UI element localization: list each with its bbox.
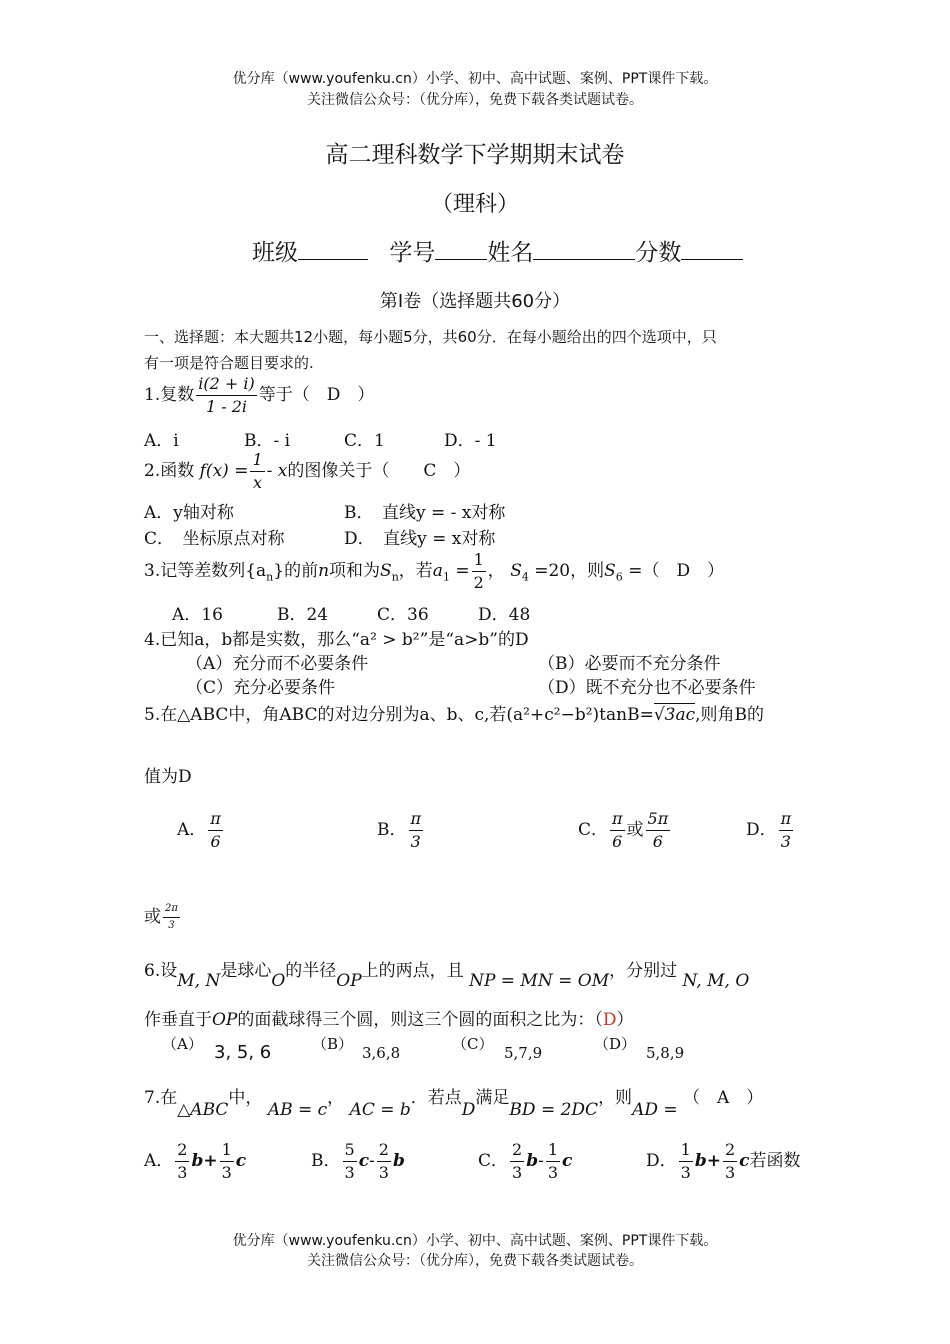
q2-option-c: C． 坐标原点对称 (144, 529, 285, 549)
number-label: 学号 (389, 240, 436, 266)
q3-option-d: D．48 (478, 605, 531, 625)
number-blank[interactable] (435, 236, 487, 260)
q3-option-a: A．16 (172, 605, 223, 625)
question-4: 4.已知a，b都是实数，那么“a² > b²”是“a>b”的D (144, 630, 529, 650)
q6-option-b-label: （B） (312, 1035, 354, 1053)
question-2 (144, 452, 470, 491)
question-3: 3.记等差数列$\{a_n\}$的前n项和为$S_n$，若$a_1$ = $\frac{1}{2}$ ， $S_4 =20$，则$S_6$ =（ D ） (144, 550, 725, 592)
score-label: 分数 (635, 240, 682, 266)
q6-line-2: 作垂直于OP的面截球得三个圆，则这三个圆的面积之比为：（D） (144, 1010, 634, 1030)
student-info-line (252, 234, 743, 267)
q6-option-a-value: 3, 5, 6 (214, 1042, 272, 1063)
q6-option-b-value: 3,6,8 (362, 1044, 401, 1062)
q5-option-b: B． $\frac{\pi}{3}$ (377, 809, 422, 851)
q6-option-d-label: （D） (594, 1035, 637, 1053)
footer-line-1: 优分库（www.youfenku.cn）小学、初中、高中试题、案例、PPT课件下载。 (232, 1233, 718, 1249)
q5-option-d-continued: 或 $\frac{2\pi}{3}$ (144, 903, 178, 931)
q6-answer: D (602, 1010, 617, 1030)
q1-fraction: $\frac{i(2 + i)}{1 - 2i}$ (198, 374, 255, 416)
q2-function: f(x) = (199, 461, 249, 481)
q1-prefix: 1.复数 (144, 385, 195, 405)
page-subtitle: （理科） (430, 192, 519, 217)
q6-option-a-label: （A） (162, 1035, 203, 1053)
q5-line-2: 值为D (144, 767, 192, 787)
q4-option-c: （C）充分必要条件 (186, 678, 336, 698)
question-5: 5.在△ABC中，角ABC的对边分别为a、b、c,若(a²+c²−b²)tanB=√3ac,则角B的 (144, 705, 765, 725)
q1-option-d: D．- 1 (444, 431, 497, 451)
q2-fraction: $\frac{1}{x}$ (252, 450, 263, 492)
q5-option-d: D． $\frac{\pi}{3}$ (746, 809, 792, 851)
question-7: 7.在△ABC中， AB = c， AC = b．若点D满足BD = 2DC，则AD = （ A ） (144, 1088, 764, 1120)
score-blank[interactable] (681, 236, 743, 260)
q5-option-c: C． $\frac{\pi}{6}$ 或 $\frac{5\pi}{6}$ (578, 809, 669, 851)
intro-line-1: 一、选择题：本大题共12小题，每小题5分，共60分．在每小题给出的四个选项中，只 (144, 328, 717, 346)
q3-option-b: B．24 (277, 605, 329, 625)
q4-option-b: （B）必要而不充分条件 (538, 654, 721, 674)
q5-option-a: A． $\frac{\pi}{6}$ (177, 809, 221, 851)
q1-option-b: B．- i (244, 431, 291, 451)
name-label: 姓名 (487, 240, 534, 266)
q1-option-c: C．1 (344, 431, 385, 451)
section-heading: 第Ⅰ卷（选择题共60分） (379, 291, 571, 312)
q2-option-a: A．y轴对称 (144, 503, 234, 523)
q2-suffix: 的图像关于（ C ） (287, 461, 471, 481)
q6-option-c-label: （C） (452, 1035, 494, 1053)
q6-option-d-value: 5,8,9 (646, 1044, 685, 1062)
header-line-1: 优分库（www.youfenku.cn）小学、初中、高中试题、案例、PPT课件下载。 (232, 71, 718, 87)
name-blank[interactable] (533, 236, 635, 260)
q4-option-d: （D）既不充分也不必要条件 (538, 678, 756, 698)
footer-line-2: 关注微信公众号：（优分库），免费下载各类试题试卷。 (307, 1253, 643, 1269)
q1-option-a: A．i (144, 431, 179, 451)
q7-option-c: C． $\frac{2}{3}$ b- $\frac{1}{3}$ c (478, 1140, 573, 1182)
q1-suffix: 等于（ D ） (258, 385, 375, 405)
q3-option-c: C．36 (377, 605, 429, 625)
q2-prefix: 2.函数 (144, 461, 195, 481)
q2-option-d: D． 直线y = x对称 (344, 529, 496, 549)
header-line-2: 关注微信公众号：（优分库），免费下载各类试题试卷。 (307, 92, 643, 108)
q2-tail: - x (266, 461, 288, 481)
class-label: 班级 (252, 240, 298, 266)
q6-option-c-value: 5,7,9 (504, 1044, 543, 1062)
q2-option-b: B． 直线y = - x对称 (344, 503, 506, 523)
q4-option-a: （A）充分而不必要条件 (186, 654, 369, 674)
q7-option-a: A． $\frac{2}{3}$ b+ $\frac{1}{3}$ c (144, 1140, 247, 1182)
q5-sqrt: √3ac (653, 705, 696, 725)
class-blank[interactable] (298, 236, 368, 260)
q7-option-b: B． $\frac{5}{3}$ c- $\frac{2}{3}$ b (311, 1140, 405, 1182)
q3-fraction: $\frac{1}{2}$ (473, 550, 484, 592)
question-1 (144, 376, 374, 415)
intro-line-2: 有一项是符合题目要求的. (144, 354, 314, 372)
question-6: 6.设M, N是球心O的半径OP上的两点，且 NP = MN = OM，分别过 N, M, O (144, 961, 750, 991)
q7-option-d: D． $\frac{1}{3}$ b+ $\frac{2}{3}$ c若函数 (646, 1140, 801, 1182)
page-title: 高二理科数学下学期期末试卷 (325, 142, 625, 168)
